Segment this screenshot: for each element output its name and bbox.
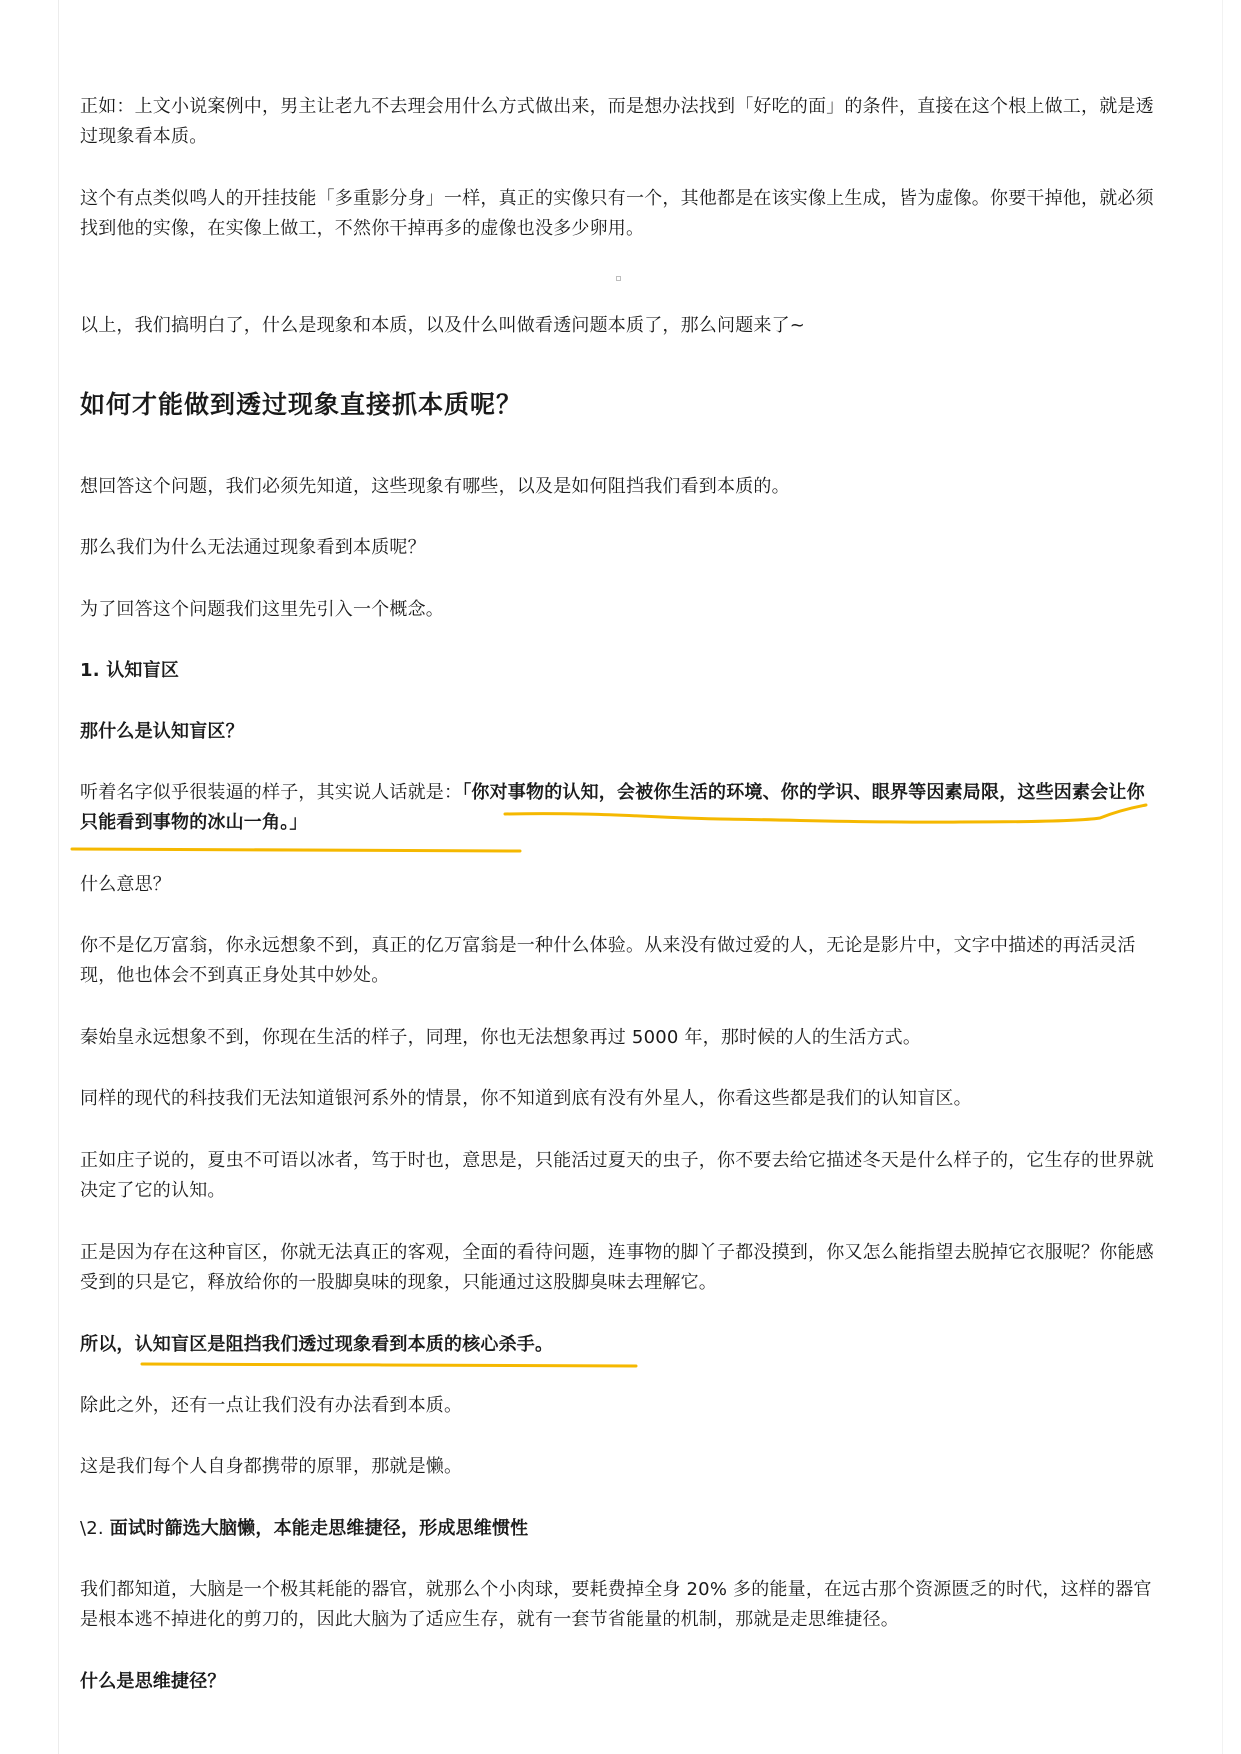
left-margin-rule <box>58 0 59 1754</box>
subheading-text: 面试时篩选大脑懒，本能走思维捷径，形成思维惯性 <box>109 1518 529 1539</box>
subheading: 什么是思维捷径？ <box>80 1671 226 1692</box>
handwritten-underline <box>72 849 520 851</box>
paragraph: 你不是亿万富翁，你永远想象不到，真正的亿万富翁是一种什么体验。从来没有做过爱的人，无论是影片中，文字中描述的再活灵活现，他也体会不到真正身处其中妙处。 <box>80 935 1136 986</box>
subheading: 那什么是认知盲区？ <box>80 721 244 742</box>
key-conclusion: 所以，认知盲区是阻挡我们透过现象看到本质的核心杀手。 <box>80 1334 554 1355</box>
highlighted-paragraph <box>80 778 1162 838</box>
right-margin-rule <box>1222 0 1223 1754</box>
paragraph: 什么意思？ <box>80 874 171 895</box>
paragraph: 正如：上文小说案例中，男主让老九不去理会用什么方式做出来，而是想办法找到「好吃的面」的条件，直接在这个根上做工，就是透过现象看本质。 <box>80 96 1154 147</box>
handwritten-underline <box>142 1364 636 1366</box>
paragraph: 想回答这个问题，我们必须先知道，这些现象有哪些，以及是如何阻挡我们看到本质的。 <box>80 476 790 497</box>
paragraph: 我们都知道，大脑是一个极其耗能的器官，就那么个小肉球，要耗费掉全身 20% 多的能量，在远古那个资源匮乏的时代，这样的器官是根本逃不掉进化的剪刀的，因此大脑为了适应生存，就有一套节省能量的机制，那就是走思维捷径。 <box>80 1579 1152 1630</box>
paragraph: 同样的现代的科技我们无法知道银河系外的情景，你不知道到底有没有外星人，你看这些都是我们的认知盲区。 <box>80 1088 972 1109</box>
paragraph: 正是因为存在这种盲区，你就无法真正的客观，全面的看待问题，连事物的脚丫子都没摸到，你又怎么能指望去脱掉它衣服呢？你能感受到的只是它，释放给你的一股脚臭味的现象，只能通过这股脚臭味去理解它。 <box>80 1242 1154 1293</box>
paragraph: 秦始皇永远想象不到，你现在生活的样子，同理，你也无法想象再过 5000 年，那时候的人的生活方式。 <box>80 1027 922 1048</box>
subheading <box>80 1514 1162 1544</box>
subheading: 1. 认知盲区 <box>80 660 180 681</box>
image-placeholder-icon <box>616 276 621 281</box>
paragraph: 正如庄子说的，夏虫不可语以冰者，笃于时也，意思是，只能活过夏天的虫子，你不要去给它描述冬天是什么样子的，它生存的世界就决定了它的认知。 <box>80 1150 1154 1201</box>
section-heading: 如何才能做到透过现象直接抓本质呢？ <box>80 390 523 419</box>
paragraph: 这个有点类似鸣人的开挂技能「多重影分身」一样，真正的实像只有一个，其他都是在该实像上生成，皆为虚像。你要干掉他，就必须找到他的实像，在实像上做工，不然你干掉再多的虚像也没多少卵用。 <box>80 188 1154 239</box>
paragraph: 以上，我们搞明白了，什么是现象和本质，以及什么叫做看透问题本质了，那么问题来了~ <box>80 315 806 336</box>
key-definition: 「你对事物的认知，会被你生活的环境、你的学识、眼界等因素局限，这些因素会让你只能看到事物的冰山一角。」 <box>80 782 1145 833</box>
paragraph: 那么我们为什么无法通过现象看到本质呢？ <box>80 537 426 558</box>
paragraph: 除此之外，还有一点让我们没有办法看到本质。 <box>80 1395 463 1416</box>
paragraph: 这是我们每个人自身都携带的原罪，那就是懒。 <box>80 1456 463 1477</box>
paragraph-lead: 听着名字似乎很装逼的样子，其实说人话就是： <box>80 782 463 803</box>
paragraph: 为了回答这个问题我们这里先引入一个概念。 <box>80 599 444 620</box>
subheading-prefix: \2. <box>80 1518 110 1539</box>
